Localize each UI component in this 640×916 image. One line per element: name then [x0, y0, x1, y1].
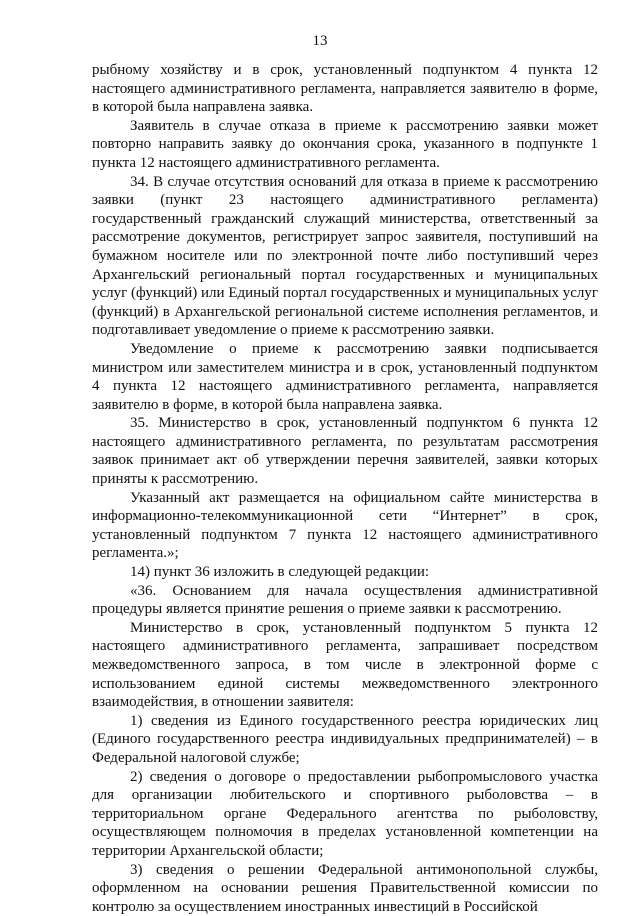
- paragraph-continuation: рыбному хозяйству и в срок, установленный подпунктом 4 пункта 12 настоящего административного регламента, направляется заявителю в форме, в которой была направлена заявка.: [92, 62, 598, 116]
- paragraph-notification: Уведомление о приеме к рассмотрению заявки подписывается министром или заместителем министра и в срок, установленный подпунктом 4 пункта 12 настоящего административного регламента, направляется заявителю в форме, в которой была направлена заявка.: [92, 340, 598, 413]
- paragraph-repeat-application: Заявитель в случае отказа в приеме к рассмотрению заявки может повторно направить заявку до окончания срока, указанного в подпункте 1 пункта 12 настоящего административного регламента.: [92, 117, 598, 171]
- paragraph-35: 35. Министерство в срок, установленный подпунктом 6 пункта 12 настоящего административного регламента, по результатам рассмотрения заявок принимает акт об утверждении перечня заявителей, заявки которых приняты к рассмотрению.: [92, 415, 598, 488]
- document-body: [92, 61, 598, 916]
- paragraph-item-14: 14) пункт 36 изложить в следующей редакции:: [130, 564, 430, 581]
- paragraph-34: 34. В случае отсутствия оснований для отказа в приеме к рассмотрению заявки (пункт 23 настоящего административного регламента) государственный гражданский служащий министерства, ответственный за рассмотрение документов, регистрирует запрос заявителя, поступивший на бумажном носителе или по электронной почте либо поступивший через Архангельский региональный портал государственных и муниципальных услуг (функций) или Единый портал государственных и муниципальных услуг (функций) в Архангельской региональной системе исполнения регламентов, и подготавливает уведомление о приеме к рассмотрению заявки.: [92, 173, 598, 339]
- paragraph-act-publication: Указанный акт размещается на официальном сайте министерства в информационно-телекоммуникационной сети “Интернет” в срок, установленный подпунктом 7 пункта 12 настоящего административного регламента.»;: [92, 489, 598, 562]
- list-item-2: 2) сведения о договоре о предоставлении рыбопромыслового участка для организации любительского и спортивного рыболовства – в территориальном органе Федерального агентства по рыболовству, осуществляющем полномочия в пределах установленной компетенции на территории Архангельской области;: [92, 768, 598, 859]
- paragraph-36: «36. Основанием для начала осуществления административной процедуры является принятие решения о приеме заявки к рассмотрению.: [92, 582, 598, 618]
- list-item-1: 1) сведения из Единого государственного реестра юридических лиц (Единого государственного реестра индивидуальных предпринимателей) – в Федеральной налоговой службе;: [92, 712, 598, 766]
- list-item-3: 3) сведения о решении Федеральной антимонопольной службы, оформленном на основании решения Правительственной комиссии по контролю за осуществлением иностранных инвестиций в Российской: [92, 861, 598, 915]
- page-number: 13: [312, 33, 328, 49]
- paragraph-interdepartmental-request: Министерство в срок, установленный подпунктом 5 пункта 12 настоящего административного регламента, запрашивает посредством межведомственного запроса, в том числе в электронной форме с использованием единой системы межведомственного электронного взаимодействия, в отношении заявителя:: [92, 619, 598, 711]
